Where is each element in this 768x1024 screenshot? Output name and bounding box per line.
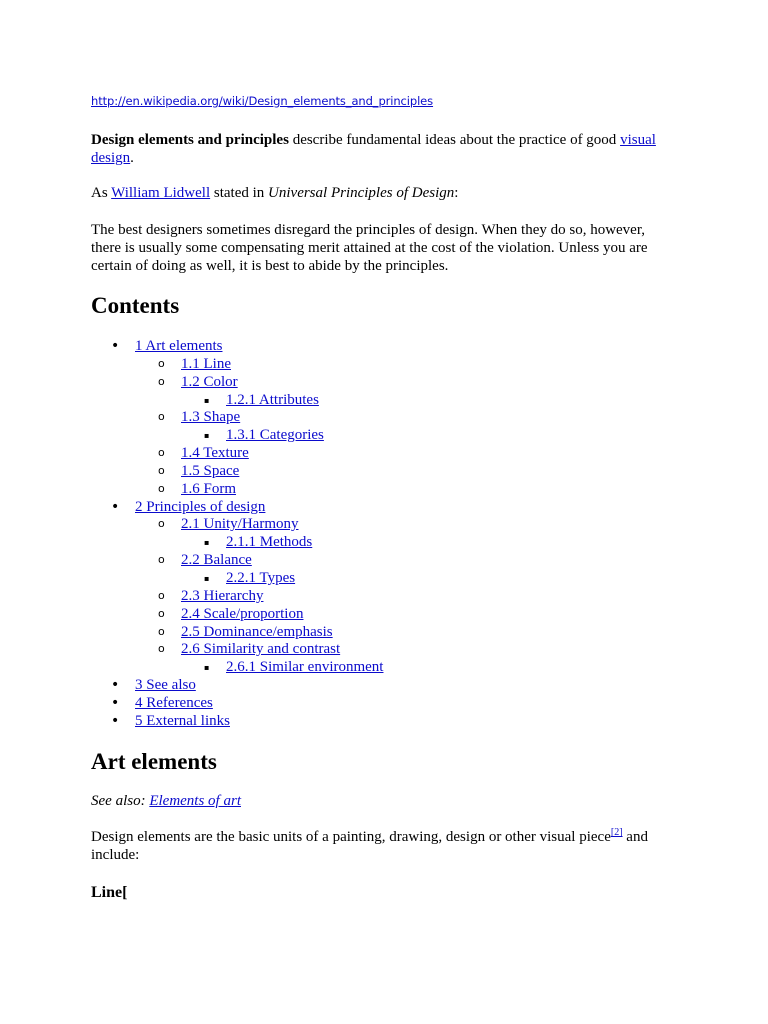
bullet-icon: o [158,410,165,424]
bullet-icon: o [158,356,165,370]
toc-item [91,480,383,498]
bullet-icon: • [111,712,120,729]
line-heading: Line[ [91,884,128,901]
source-url-link[interactable]: http://en.wikipedia.org/wiki/Design_elements_and_principles [91,94,434,108]
toc-link[interactable]: 5 External links [135,712,230,729]
table-of-contents [91,337,383,730]
toc-item [91,694,383,712]
toc-link[interactable]: 1.6 Form [181,480,237,497]
bullet-icon: ▪ [204,663,210,673]
quote-intro-colon: : [454,185,459,201]
toc-item [91,515,383,533]
toc-item [91,712,383,730]
elements-of-art-link[interactable]: Elements of art [149,793,241,809]
toc-link[interactable]: 1.1 Line [181,355,231,372]
toc-item [91,551,383,569]
bullet-icon: o [158,463,165,477]
elements-text: Design elements are the basic units of a painting, drawing, design or other visual piece [91,829,611,845]
toc-link[interactable]: 1.4 Texture [181,445,249,462]
toc-link[interactable]: 2.3 Hierarchy [181,587,264,604]
intro-period: . [130,150,134,166]
toc-link[interactable]: 1.3.1 Categories [226,427,324,444]
toc-link[interactable]: 2.1 Unity/Harmony [181,516,299,533]
bullet-icon: ▪ [204,573,210,583]
see-also-prefix: See also: [91,793,150,809]
bullet-icon: • [111,677,120,694]
bullet-icon: o [158,642,165,656]
intro-text: describe fundamental ideas about the practice of good [288,132,621,148]
visual-design-link[interactable]: visual design [91,132,656,166]
william-lidwell-link[interactable]: William Lidwell [111,185,211,201]
toc-link[interactable]: 2.6.1 Similar environment [226,659,384,676]
toc-item [91,408,383,426]
see-also-note [91,793,241,810]
toc-item [91,640,383,658]
toc-link[interactable]: 2 Principles of design [135,498,266,515]
toc-item [91,587,383,605]
bullet-icon: • [111,694,120,711]
bullet-icon: o [158,481,165,495]
toc-item [91,444,383,462]
bullet-icon: ▪ [204,395,210,405]
intro-bold-term: Design elements and principles [91,132,289,148]
toc-link[interactable]: 2.5 Dominance/emphasis [181,623,333,640]
elements-text-end: and include: [91,829,648,863]
toc-link[interactable]: 2.6 Similarity and contrast [181,641,341,658]
reference-2-link[interactable]: [2] [610,827,623,838]
toc-item [91,391,383,409]
toc-link[interactable]: 1.2 Color [181,373,238,390]
toc-link[interactable]: 3 See also [135,677,196,694]
bullet-icon: o [158,606,165,620]
toc-link[interactable]: 1.3 Shape [181,409,241,426]
bullet-icon: o [158,588,165,602]
bullet-icon: o [158,553,165,567]
quote-intro-middle: stated in [210,185,269,201]
toc-link[interactable]: 2.1.1 Methods [226,534,313,551]
quote-intro-paragraph [91,184,671,202]
art-elements-heading: Art elements [91,749,217,774]
bullet-icon: • [111,498,120,515]
bullet-icon: ▪ [204,431,210,441]
toc-item [91,605,383,623]
toc-link[interactable]: 4 References [135,694,213,711]
toc-item [91,337,383,355]
toc-item [91,498,383,516]
bullet-icon: o [158,374,165,388]
bullet-icon: o [158,624,165,638]
bullet-icon: o [158,446,165,460]
toc-link[interactable]: 2.2.1 Types [226,569,296,586]
toc-link[interactable]: 1.5 Space [181,462,240,479]
toc-item [91,462,383,480]
contents-heading: Contents [91,293,180,318]
bullet-icon: • [111,338,120,354]
toc-item [91,676,383,694]
toc-item [91,355,383,373]
toc-link[interactable]: 1.2.1 Attributes [226,391,319,408]
bullet-icon: o [158,517,165,531]
toc-item [91,658,383,676]
quote-paragraph: The best designers sometimes disregard the principles of design. When they do so, however, there is usually some compensating merit attained at the cost of the violation. Unless you are certain of doing as well, it is best to abide by the principles. [91,222,648,274]
bullet-icon: ▪ [204,538,210,548]
toc-item [91,569,383,587]
toc-link[interactable]: 2.2 Balance [181,552,252,569]
elements-paragraph [91,828,671,864]
intro-paragraph [91,131,671,167]
book-title: Universal Principles of Design [268,185,455,201]
toc-link[interactable]: 2.4 Scale/proportion [181,605,304,622]
toc-link[interactable]: 1 Art elements [135,338,223,354]
quote-intro-prefix: As [91,185,112,201]
toc-item [91,623,383,641]
toc-item [91,426,383,444]
toc-item [91,373,383,391]
toc-item [91,533,383,551]
